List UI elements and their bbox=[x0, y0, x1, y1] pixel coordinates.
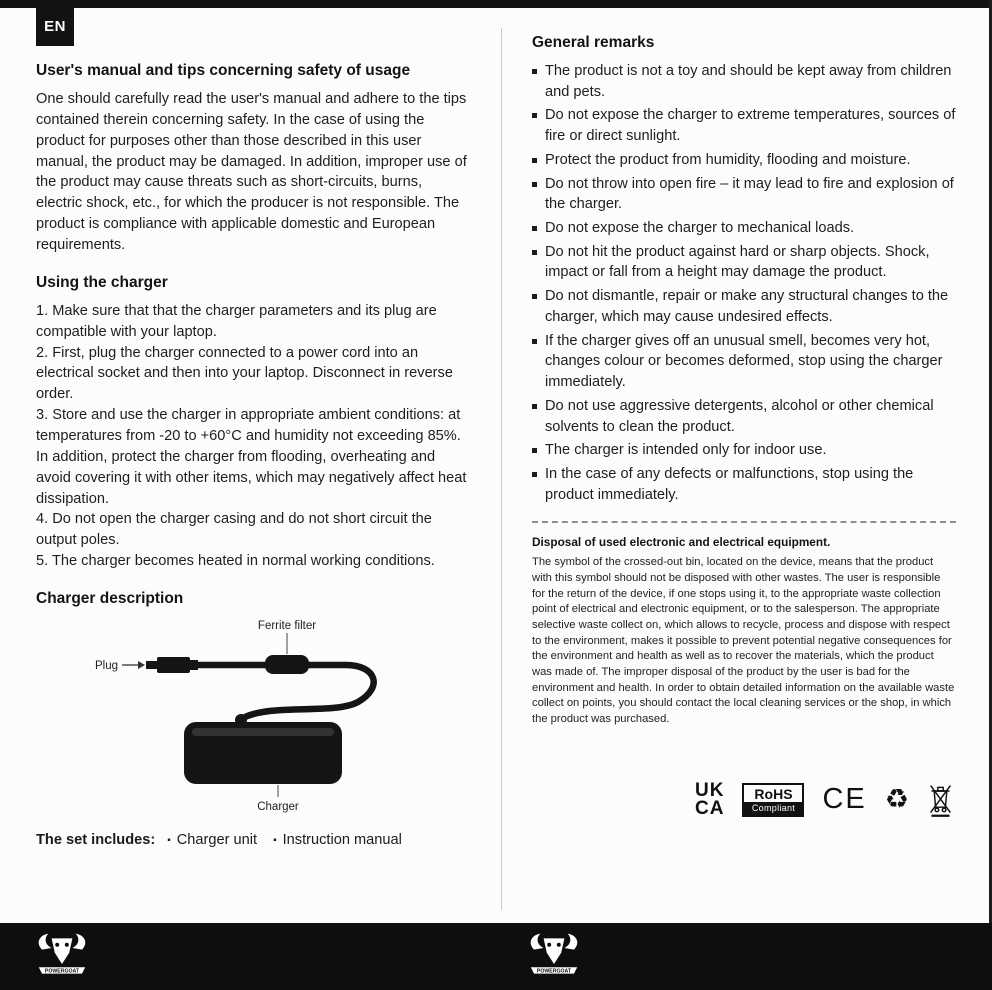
crossed-out-bin-icon bbox=[927, 782, 954, 818]
ferrite-filter-shape bbox=[265, 655, 309, 674]
remark-text: Do not hit the product against hard or sharp objects. Shock, impact or fall from a height may damage the product. bbox=[545, 243, 930, 281]
language-badge: EN bbox=[36, 6, 74, 46]
square-bullet-icon bbox=[532, 113, 537, 118]
ce-mark: CE bbox=[822, 783, 867, 816]
section-title-general-remarks: General remarks bbox=[532, 34, 655, 51]
section-title-usage: User's manual and tips concerning safety of usage bbox=[36, 62, 411, 79]
remark-text: Do not expose the charger to mechanical loads. bbox=[545, 220, 855, 237]
charger-step: 5. The charger becomes heated in normal working conditions. bbox=[36, 553, 435, 570]
powergoat-brand-text: POWERGOAT bbox=[44, 968, 80, 975]
rohs-title: RoHS bbox=[754, 785, 793, 802]
powergoat-logo bbox=[526, 930, 582, 982]
ukca-bottom: CA bbox=[695, 797, 725, 819]
compliance-marks-row bbox=[532, 779, 956, 819]
remark-item bbox=[532, 440, 956, 461]
set-includes-row bbox=[36, 832, 472, 848]
ferrite-filter-label: Ferrite filter bbox=[257, 620, 317, 633]
plug-label: Plug bbox=[94, 660, 118, 673]
set-includes-item: ▪ Charger unit bbox=[167, 832, 257, 848]
square-bullet-icon bbox=[532, 339, 537, 344]
remark-text: If the charger gives off an unusual smell, becomes very hot, changes colour or becomes deformed, stop using the charger immediately. bbox=[545, 332, 943, 391]
remark-item bbox=[532, 242, 956, 283]
remark-item bbox=[532, 150, 956, 171]
powergoat-logo bbox=[34, 930, 90, 982]
square-bullet-icon bbox=[532, 226, 537, 231]
rohs-subtitle: Compliant bbox=[744, 802, 802, 815]
square-bullet-icon bbox=[532, 158, 537, 163]
top-edge-bar bbox=[0, 0, 992, 8]
remark-item bbox=[532, 61, 956, 102]
right-column bbox=[532, 34, 956, 818]
square-bullet-icon bbox=[532, 472, 537, 477]
charger-label: Charger bbox=[257, 801, 299, 814]
charger-diagram-figure bbox=[36, 617, 466, 813]
set-includes-item: ▪ Instruction manual bbox=[273, 832, 402, 848]
remark-item bbox=[532, 105, 956, 146]
remark-text: In the case of any defects or malfunctions, stop using the product immediately. bbox=[545, 465, 914, 503]
ukca-mark bbox=[695, 779, 725, 819]
remark-text: Do not dismantle, repair or make any structural changes to the charger, which may cause undesired effects. bbox=[545, 288, 949, 325]
remark-text: Do not expose the charger to extreme temperatures, sources of fire or direct sunlight. bbox=[545, 107, 956, 145]
remark-text: Protect the product from humidity, flooding and moisture. bbox=[545, 151, 911, 168]
set-includes-items bbox=[167, 832, 402, 848]
charger-step: 4. Do not open the charger casing and do not short circuit the output poles. bbox=[36, 511, 432, 549]
disposal-paragraph: The symbol of the crossed-out bin, located on the device, means that the product with this symbol should not be disposed with other wastes. The user is responsible for the return of the device, if one stops using it, to the appropriate waste collection point of electrical and electronic equipment, or to the salesperson. The appropriate selective waste collect on, which allows to recycle, process and dispose with respect to the environment, makes it possible to prevent potential negative consequences for the environment and health as well as to recover the materials, which the product was made of. The improper disposal of the product by the user is bad for the environment and health. In order to obtain detailed information on the available waste collect on points, you should contact the local cleaning services or the shop, in which the product was purchased. bbox=[532, 556, 955, 726]
footer-bar bbox=[0, 923, 992, 990]
remark-text: Do not throw into open fire – it may lead to fire and explosion of the charger. bbox=[545, 175, 954, 213]
remark-item bbox=[532, 396, 956, 437]
remark-item bbox=[532, 331, 956, 393]
charger-step: 1. Make sure that that the charger parameters and its plug are compatible with your laptop. bbox=[36, 302, 437, 340]
set-includes-label: The set includes: bbox=[36, 832, 156, 849]
left-column bbox=[36, 62, 472, 848]
charger-steps-list bbox=[36, 301, 472, 572]
remark-text: The product is not a toy and should be kept away from children and pets. bbox=[545, 63, 952, 100]
square-bullet-icon bbox=[532, 404, 537, 409]
charger-step: 3. Store and use the charger in appropriate ambient conditions: at temperatures from -20 to +60°C and humidity not exceeding 85%. In addition, protect the charger from flooding, overheating and avoid covering it with other items, which may negatively affect heat dissipation. bbox=[36, 407, 467, 507]
charger-diagram bbox=[36, 617, 472, 818]
square-bullet-icon bbox=[532, 250, 537, 255]
dashed-divider bbox=[532, 521, 956, 523]
powergoat-brand-text: POWERGOAT bbox=[536, 968, 572, 975]
section-title-using-charger: Using the charger bbox=[36, 273, 168, 291]
ukca-top: UK bbox=[695, 779, 725, 801]
column-divider bbox=[501, 28, 502, 910]
remark-text: The charger is intended only for indoor use. bbox=[545, 442, 827, 459]
disposal-title: Disposal of used electronic and electrical equipment. bbox=[532, 535, 831, 550]
rohs-mark bbox=[742, 783, 804, 817]
remark-item bbox=[532, 464, 956, 505]
square-bullet-icon bbox=[532, 294, 537, 299]
usage-paragraph: One should carefully read the user's manual and adhere to the tips contained therein concerning safety. In the case of using the product for purposes other than those described in this user manual, the product may be damaged. In addition, improper use of the product may cause threats such as short-circuits, burns, electric shock, etc., for which the producer is not responsible. The product is compliance with applicable domestic and European requirements. bbox=[36, 91, 467, 254]
remark-text: Do not use aggressive detergents, alcohol or other chemical solvents to clean the product. bbox=[545, 397, 934, 435]
square-bullet-icon bbox=[532, 448, 537, 453]
remark-item bbox=[532, 218, 956, 239]
plug-arrow-icon bbox=[138, 661, 145, 669]
charger-step: 2. First, plug the charger connected to a power cord into an electrical socket and then into your laptop. Disconnect in reverse order. bbox=[36, 344, 453, 403]
square-bullet-icon bbox=[532, 69, 537, 74]
square-bullet-icon bbox=[532, 182, 537, 187]
recycle-icon: ♻ bbox=[884, 784, 909, 815]
section-title-charger-description: Charger description bbox=[36, 590, 184, 608]
remark-item bbox=[532, 174, 956, 215]
remark-item bbox=[532, 286, 956, 327]
general-remarks-list bbox=[532, 61, 956, 505]
